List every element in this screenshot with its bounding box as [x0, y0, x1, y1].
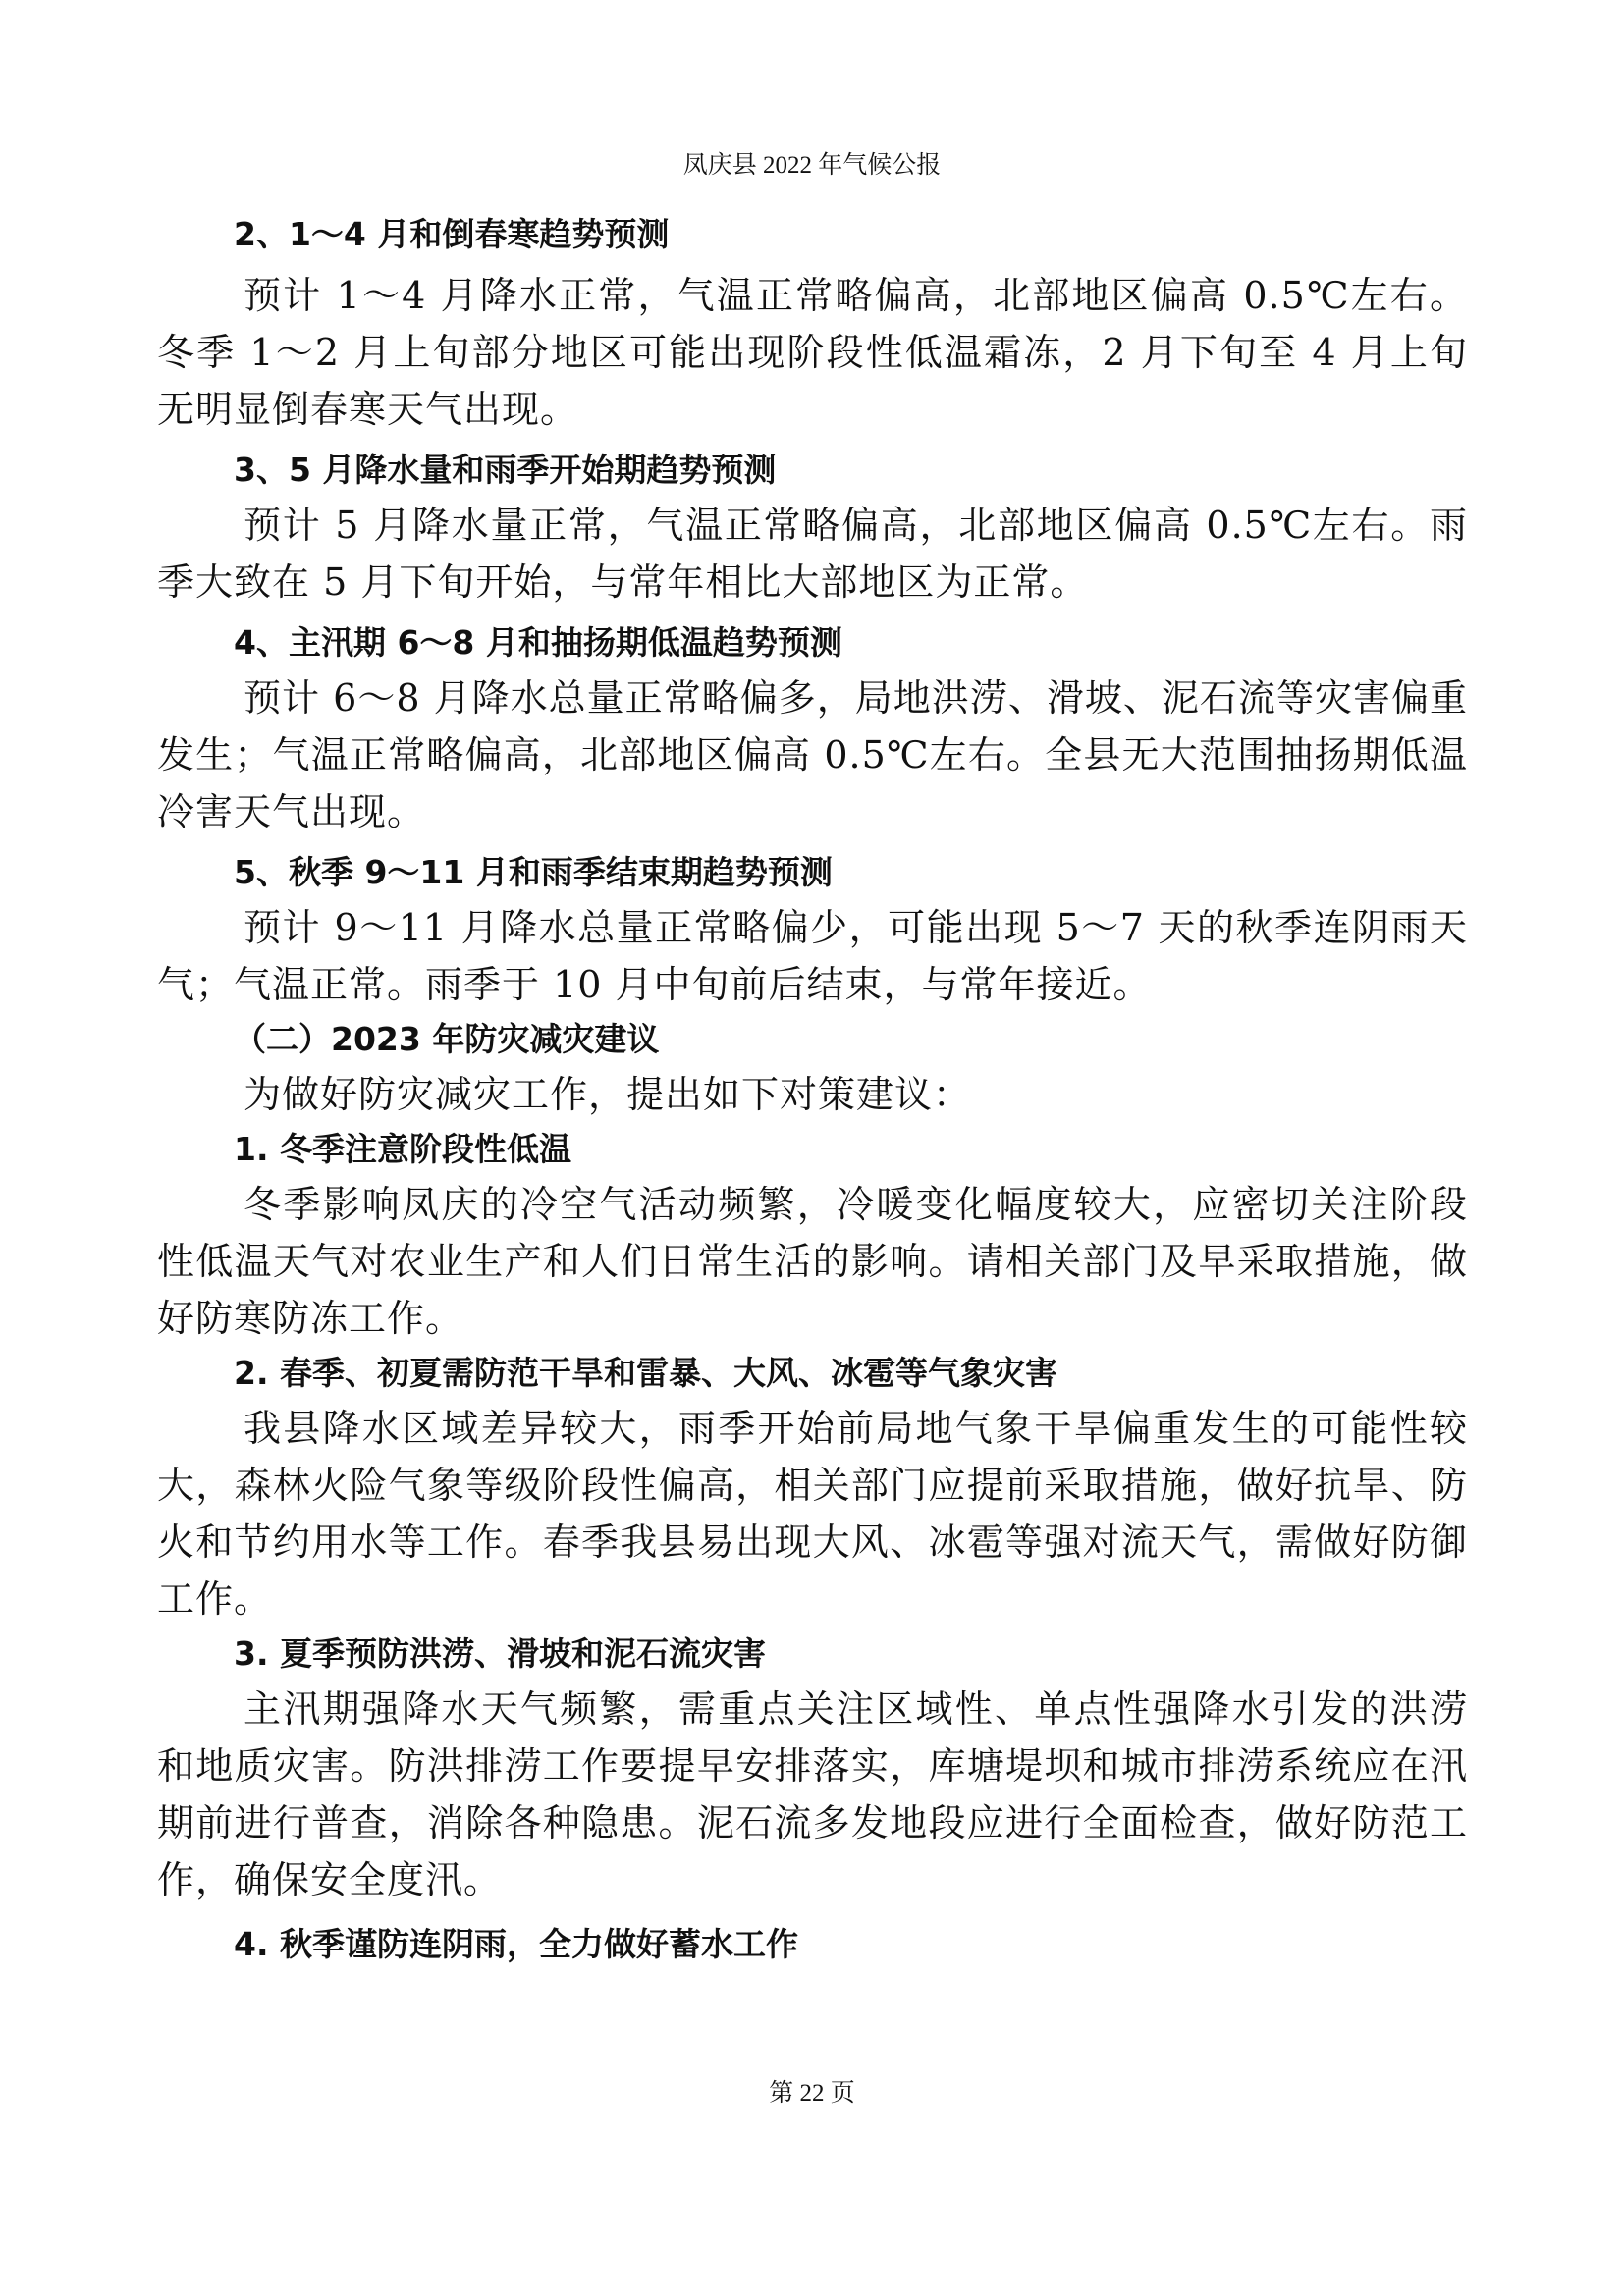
paragraph: 预计 1～4 月降水正常，气温正常略偏高，北部地区偏高 0.5℃左右。冬季 1～2 月上旬部分地区可能出现阶段性低温霜冻，2 月下旬至 4 月上旬无明显倒春寒天气出现。 [157, 274, 1468, 431]
section-heading: 3、5 月降水量和雨季开始期趋势预测 [234, 451, 777, 489]
paragraph: 主汛期强降水天气频繁，需重点关注区域性、单点性强降水引发的洪涝和地质灾害。防洪排涝工作要提早安排落实，库塘堤坝和城市排涝系统应在汛期前进行普查，消除各种隐患。泥石流多发地段应进行全面检查，做好防范工作，确保安全度汛。 [157, 1687, 1468, 1901]
page-header: 凤庆县 2022 年气候公报 [682, 152, 942, 179]
section-heading: 2. 春季、初夏需防范干旱和雷暴、大风、冰雹等气象灾害 [234, 1354, 1057, 1392]
paragraph: 预计 5 月降水量正常，气温正常略偏高，北部地区偏高 0.5℃左右。雨季大致在 5 月下旬开始，与常年相比大部地区为正常。 [157, 504, 1468, 604]
section-heading: 2、1～4 月和倒春寒趋势预测 [234, 215, 670, 253]
paragraph: 预计 6～8 月降水总量正常略偏多，局地洪涝、滑坡、泥石流等灾害偏重发生；气温正常略偏高，北部地区偏高 0.5℃左右。全县无大范围抽扬期低温冷害天气出现。 [157, 676, 1468, 833]
section-heading: 1. 冬季注意阶段性低温 [234, 1130, 571, 1168]
paragraph: 冬季影响凤庆的冷空气活动频繁，冷暖变化幅度较大，应密切关注阶段性低温天气对农业生产和人们日常生活的影响。请相关部门及早采取措施，做好防寒防冻工作。 [157, 1183, 1468, 1340]
section-heading: （二）2023 年防灾减灾建议 [234, 1020, 660, 1058]
paragraph: 为做好防灾减灾工作，提出如下对策建议： [244, 1073, 972, 1116]
paragraph: 我县降水区域差异较大，雨季开始前局地气象干旱偏重发生的可能性较大，森林火险气象等级阶段性偏高，相关部门应提前采取措施，做好抗旱、防火和节约用水等工作。春季我县易出现大风、冰雹等强对流天气，需做好防御工作。 [157, 1407, 1468, 1621]
paragraph: 预计 9～11 月降水总量正常略偏少，可能出现 5～7 天的秋季连阴雨天气；气温正常。雨季于 10 月中旬前后结束，与常年接近。 [157, 906, 1468, 1006]
section-heading: 4、主汛期 6～8 月和抽扬期低温趋势预测 [234, 623, 842, 662]
page-number: 第 22 页 [769, 2080, 855, 2107]
section-heading: 3. 夏季预防洪涝、滑坡和泥石流灾害 [234, 1634, 766, 1673]
section-heading: 5、秋季 9～11 月和雨季结束期趋势预测 [234, 853, 833, 891]
section-heading: 4. 秋季谨防连阴雨，全力做好蓄水工作 [234, 1925, 798, 1963]
document-body [157, 208, 1468, 1971]
